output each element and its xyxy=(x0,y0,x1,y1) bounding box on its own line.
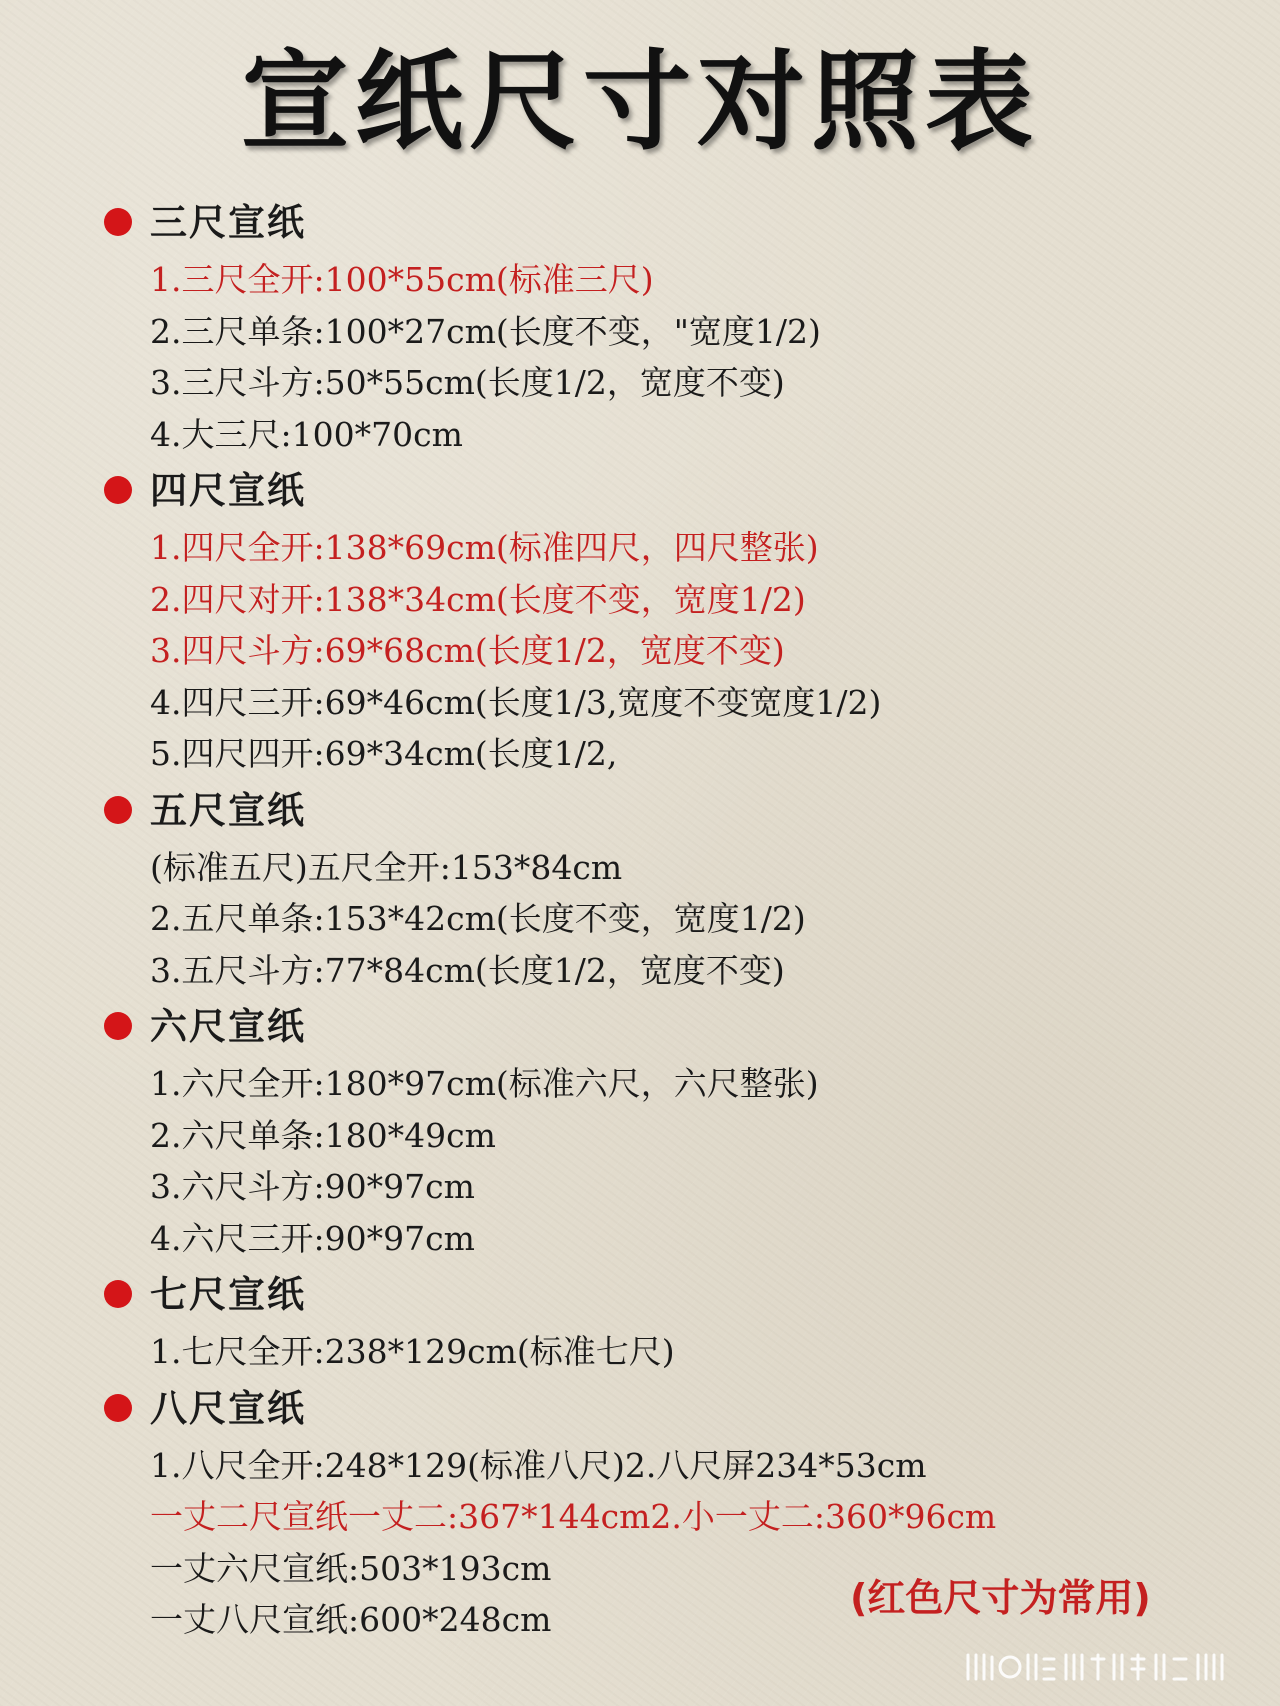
section-heading xyxy=(100,1378,1200,1440)
section-six-chi xyxy=(100,996,1200,1264)
list-item: 2.五尺单条:153*42cm(长度不变，宽度1/2) xyxy=(150,899,806,938)
list-item: 5.四尺四开:69*34cm(长度1/2, xyxy=(150,734,618,773)
list-item: 1.八尺全开:248*129(标准八尺)2.八尺屏234*53cm xyxy=(150,1445,927,1485)
list-item: (标准五尺)五尺全开:153*84cm xyxy=(150,847,623,887)
list-item: 4.大三尺:100*70cm xyxy=(150,414,463,454)
list-item: 一丈六尺宣纸:503*193cm xyxy=(150,1548,552,1588)
section-four-chi xyxy=(100,460,1200,780)
bullet-dot-icon xyxy=(104,1012,132,1040)
section-heading xyxy=(100,460,1200,522)
section-heading-label: 三尺宣纸 xyxy=(150,201,306,244)
section-heading xyxy=(100,192,1200,254)
bullet-dot-icon xyxy=(104,208,132,236)
section-five-chi xyxy=(100,780,1200,997)
section-heading-label: 四尺宣纸 xyxy=(150,469,306,512)
list-item: 3.四尺斗方:69*68cm(长度1/2，宽度不变) xyxy=(150,631,785,670)
list-item: 4.四尺三开:69*46cm(长度1/3,宽度不变宽度1/2) xyxy=(150,682,882,722)
section-heading xyxy=(100,780,1200,842)
list-item: 1.三尺全开:100*55cm(标准三尺) xyxy=(150,260,654,299)
section-heading-label: 五尺宣纸 xyxy=(150,788,306,832)
section-heading-label: 六尺宣纸 xyxy=(150,1005,306,1048)
list-item: 一丈二尺宣纸一丈二:367*144cm2.小一丈二:360*96cm xyxy=(150,1497,997,1536)
list-item: 2.四尺对开:138*34cm(长度不变，宽度1/2) xyxy=(150,579,806,619)
list-item: 4.六尺三开:90*97cm xyxy=(150,1218,475,1258)
list-item: 2.六尺单条:180*49cm xyxy=(150,1115,496,1155)
watermark-logo-icon xyxy=(962,1645,1234,1689)
bullet-dot-icon xyxy=(104,796,132,824)
list-item: 1.六尺全开:180*97cm(标准六尺，六尺整张) xyxy=(150,1064,819,1103)
section-seven-chi xyxy=(100,1264,1200,1378)
size-list xyxy=(100,192,1200,1646)
section-heading xyxy=(100,996,1200,1058)
common-size-note: (红色尺寸为常用) xyxy=(850,1576,1151,1620)
section-heading-label: 七尺宣纸 xyxy=(150,1273,306,1316)
bullet-dot-icon xyxy=(104,1394,132,1422)
bullet-dot-icon xyxy=(104,1280,132,1308)
page-title: 宣纸尺寸对照表 xyxy=(240,40,1039,165)
section-heading-label: 八尺宣纸 xyxy=(150,1386,306,1430)
section-heading xyxy=(100,1264,1200,1326)
list-item: 1.四尺全开:138*69cm(标准四尺，四尺整张) xyxy=(150,528,819,567)
list-item: 3.六尺斗方:90*97cm xyxy=(150,1167,475,1206)
bullet-dot-icon xyxy=(104,476,132,504)
watermark-glyphs-icon xyxy=(962,1645,1234,1689)
section-three-chi xyxy=(100,192,1200,460)
list-item: 3.五尺斗方:77*84cm(长度1/2，宽度不变) xyxy=(150,950,785,990)
list-item: 2.三尺单条:100*27cm(长度不变，"宽度1/2) xyxy=(150,311,821,351)
list-item: 1.七尺全开:238*129cm(标准七尺) xyxy=(150,1332,675,1371)
list-item: 一丈八尺宣纸:600*248cm xyxy=(150,1600,552,1639)
list-item: 3.三尺斗方:50*55cm(长度1/2，宽度不变) xyxy=(150,363,785,402)
